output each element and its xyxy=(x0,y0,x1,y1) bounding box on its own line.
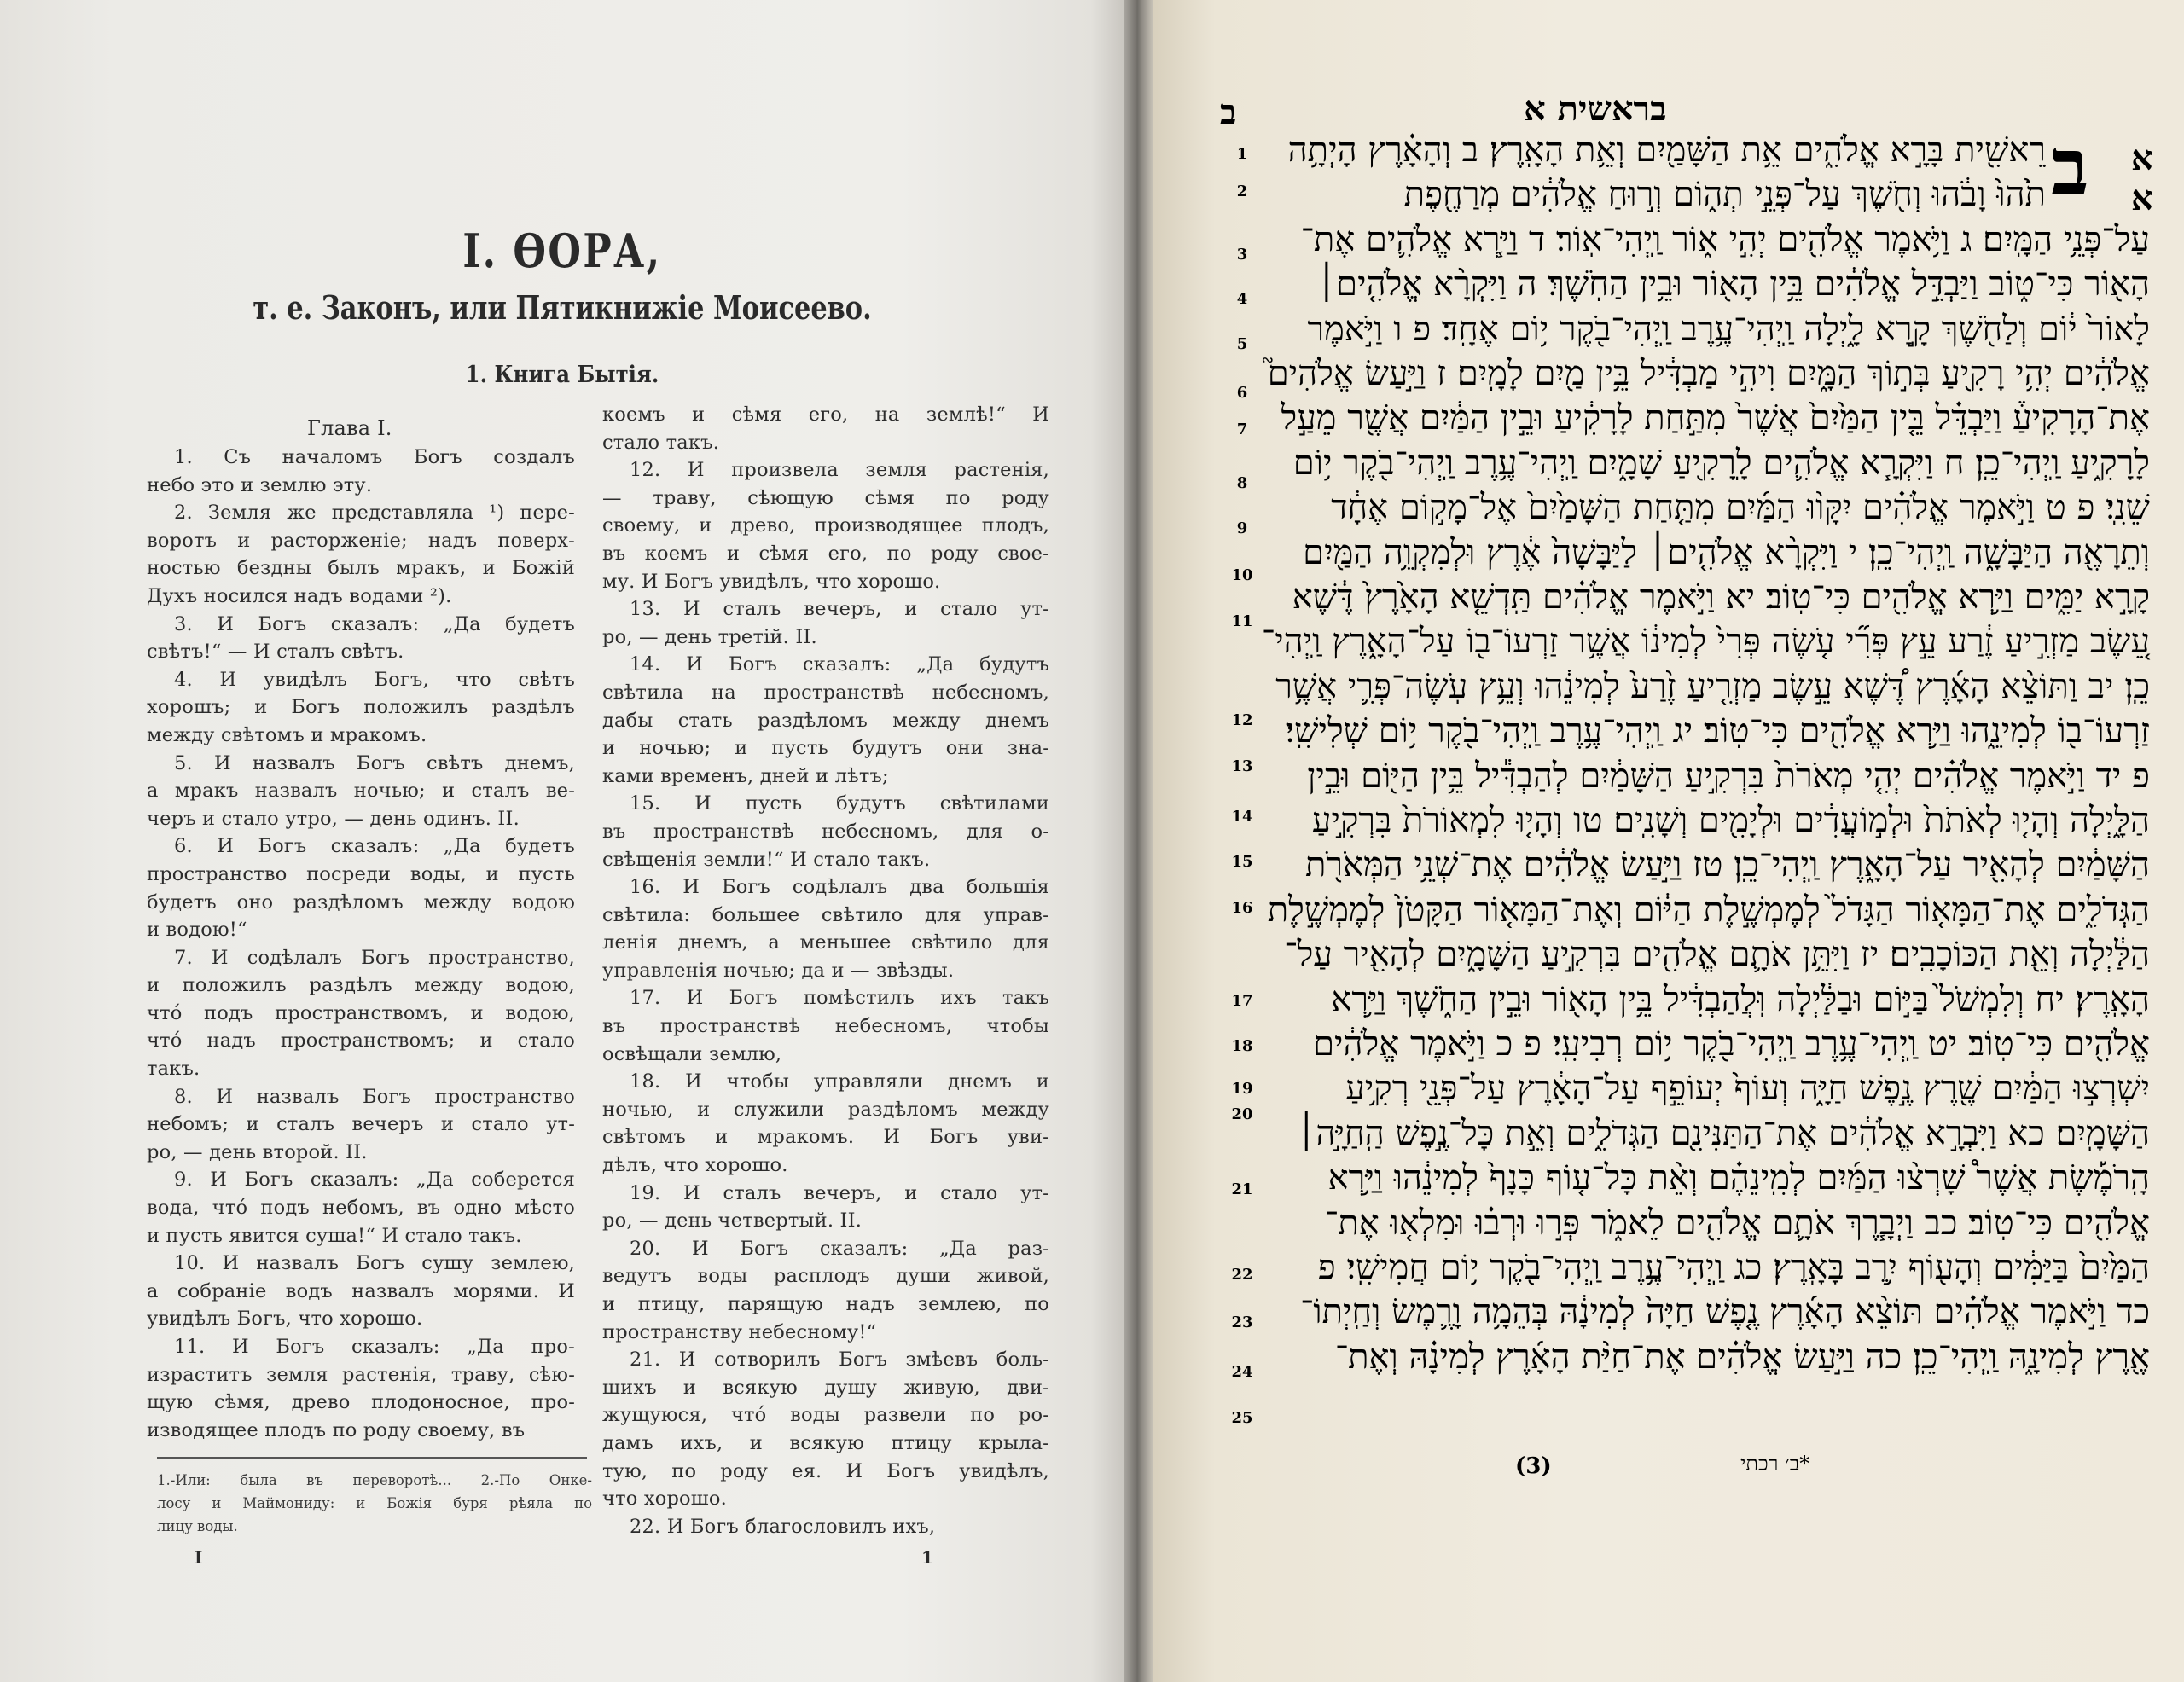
text-line: 18. И чтобы управляли днемъ и xyxy=(630,1070,1049,1093)
text-line: и водою!“ xyxy=(147,919,247,942)
hebrew-text-line: קָרָ֣א יַמִּ֑ים וַיַּ֥רְא אֱלֹהִ֖ים כִּי־טֽוֹב׃ יא וַיֹּ֣אמֶר אֱלֹהִ֗ים תַּֽדְשֵׁ֤א הָאָ֙רֶץ֙ דֶּ֔שֶׁא xyxy=(1292,577,2150,617)
verse-number: 4 xyxy=(1236,290,1248,308)
page-title: I. ѲОРА, xyxy=(462,223,662,278)
text-line: израститъ земля растенія, траву, сѣю- xyxy=(147,1363,575,1386)
text-line: щую сѣмя, древо плодоносное, про- xyxy=(147,1391,575,1414)
text-line: ночью, и служили раздѣломъ между xyxy=(602,1098,1049,1121)
text-line: а мракъ назвалъ ночью; и сталъ ве- xyxy=(147,780,575,803)
hebrew-text-line: הַשָּׁמַ֔יִם לְהָאִ֖יר עַל־הָאָ֑רֶץ וַֽיְהִי־כֵֽן׃ טז וַיַּ֣עַשׂ אֱלֹהִ֔ים אֶת־שְׁנֵ֥י הַמְּאֹרֹ֖ת xyxy=(1305,845,2150,885)
text-line: 17. И Богъ помѣстилъ ихъ такъ xyxy=(630,987,1049,1010)
text-line: воротъ и расторженіе; надъ поверх- xyxy=(147,529,575,552)
verse-number: 19 xyxy=(1231,1080,1253,1098)
verse-number: 11 xyxy=(1231,612,1253,630)
text-line: 12. И произвела земля растенія, xyxy=(630,459,1049,482)
text-line: вода, что́ подъ небомъ, въ одно мѣсто xyxy=(147,1197,575,1220)
hebrew-page-letter: ב xyxy=(1220,92,1237,132)
text-line: 7. И содѣлалъ Богъ пространство, xyxy=(174,946,575,969)
verse-number: 16 xyxy=(1231,899,1253,917)
text-line: жущуюся, что́ воды развели по ро- xyxy=(602,1404,1049,1427)
text-line: му. И Богъ увидѣлъ, что хорошо. xyxy=(602,570,941,593)
hebrew-text-line: לָאוֹר֙ י֔וֹם וְלַחֹ֖שֶׁךְ קָ֣רָא לָ֑יְלָה וַֽיְהִי־עֶ֥רֶב וַֽיְהִי־בֹ֖קֶר י֥וֹם אֶחָֽד׃ פ ו וַיֹּ֣אמֶר xyxy=(1307,309,2150,349)
hebrew-text-line: הַגְּדֹלִ֑ים אֶת־הַמָּא֤וֹר הַגָּדֹל֙ לְמֶמְשֶׁ֣לֶת הַיּ֔וֹם וְאֶת־הַמָּא֤וֹר הַקָּטֹן֙ לְמֶמְשֶׁ֣לֶת xyxy=(1267,890,2150,930)
text-line: изводящее плодъ по роду своему, въ xyxy=(147,1418,526,1441)
text-line: шихъ и всякую душу живую, дви- xyxy=(602,1376,1049,1399)
text-line: Духъ носился надъ водами ²). xyxy=(147,584,452,607)
text-line: такъ. xyxy=(147,1058,200,1081)
text-line: и птицу, парящую надъ землею, по xyxy=(602,1293,1049,1315)
verse-number: 18 xyxy=(1231,1037,1253,1055)
verse-number: 6 xyxy=(1236,384,1248,402)
text-line: въ коемъ и сѣмя его, по роду свое- xyxy=(602,542,1049,565)
text-line: пространству небесному!“ xyxy=(602,1320,877,1343)
hebrew-text-line: פ יד וַיֹּ֣אמֶר אֱלֹהִ֗ים יְהִ֤י מְאֹרֹת֙ בִּרְקִ֣יעַ הַשָּׁמַ֔יִם לְהַבְדִּ֕יל בֵּ֥ין הַיּ֖וֹם וּבֵ֣ין xyxy=(1307,756,2150,796)
text-line: свѣщенія земли!“ И стало такъ. xyxy=(602,848,931,871)
text-line: свѣтъ!“ — И сталъ свѣтъ. xyxy=(147,641,404,664)
verse-number: 25 xyxy=(1231,1409,1253,1427)
hebrew-text-line: לָרָקִ֑יעַ וַֽיְהִי־כֵֽן׃ ח וַיִּקְרָ֧א אֱלֹהִ֛ים לָֽרָקִ֖יעַ שָׁמָ֑יִם וַֽיְהִי־עֶ֥רֶב וַֽיְהִי־בֹ֖קֶר י֥וֹם xyxy=(1292,443,2150,483)
text-line: 20. И Богъ сказалъ: „Да раз- xyxy=(630,1237,1049,1260)
verse-number: 9 xyxy=(1236,519,1248,537)
page-subtitle: т. е. Законъ, или Пятикнижіе Моисеево. xyxy=(253,288,872,327)
hebrew-text-line: כֵֽן׃ יב וַתּוֹצֵ֨א הָאָ֜רֶץ דֶּ֠שֶׁא עֵ֣שֶׂב מַזְרִ֤יעַ זֶ֙רַע֙ לְמִינֵ֔הוּ וְעֵ֥ץ עֹֽשֶׂה־פְּרִ֛י אֲשֶׁ֥ר xyxy=(1275,666,2150,706)
text-line: въ пространствѣ небесномъ, чтобы xyxy=(602,1015,1049,1038)
text-line: что хорошо. xyxy=(602,1488,728,1511)
text-line: стало такъ. xyxy=(602,431,720,454)
text-line: свѣтила на пространствѣ небесномъ, xyxy=(602,681,1049,704)
text-line: 10. И назвалъ Богъ сушу землею, xyxy=(174,1252,575,1275)
verse-number: 10 xyxy=(1231,566,1253,584)
hebrew-text-line: הַלַּ֔יְלָה וְאֵ֖ת הַכּוֹכָבִֽים׃ יז וַיִּתֵּ֥ן אֹתָ֛ם אֱלֹהִ֖ים בִּרְקִ֣יעַ הַשָּׁמָ֑יִם לְהָאִ֖יר עַל־ xyxy=(1284,935,2150,975)
hebrew-text-line: אֶ֖רֶץ לְמִינָ֑הּ וַֽיְהִי־כֵֽן׃ כה וַיַּ֣עַשׂ אֱלֹהִ֗ים אֶת־חַיַּ֨ת הָאָ֜רֶץ לְמִינָ֗הּ וְאֶת־ xyxy=(1334,1337,2150,1377)
text-line: 9. И Богъ сказалъ: „Да соберется xyxy=(174,1169,575,1192)
text-line: 22. И Богъ благословилъ ихъ, xyxy=(630,1515,936,1538)
hebrew-signature: *ב׳ רכתי xyxy=(1740,1452,1810,1476)
hebrew-page-number: (3) xyxy=(1515,1453,1552,1479)
verse-number: 8 xyxy=(1236,474,1248,492)
footnote xyxy=(157,1469,592,1538)
hebrew-text-line: זַרְעוֹ־ב֖וֹ לְמִינֵ֑הוּ וַיַּ֥רְא אֱלֹהִ֖ים כִּי־טֽוֹב׃ יג וַֽיְהִי־עֶ֥רֶב וַֽיְהִי־בֹ֖קֶר י֥וֹם שְׁלִישִֽׁי׃ xyxy=(1285,711,2150,751)
hebrew-text-line: אֱלֹהִ֔ים יְהִ֥י רָקִ֖יעַ בְּת֣וֹךְ הַמָּ֑יִם וִיהִ֣י מַבְדִּ֔יל בֵּ֥ין מַ֖יִם לָמָֽיִם׃ ז וַיַּ֣עַשׂ אֱלֹהִים֮ xyxy=(1267,354,2150,393)
verse-number: 2 xyxy=(1236,183,1248,200)
text-line: 11. И Богъ сказалъ: „Да про- xyxy=(174,1336,575,1358)
verse-number: 24 xyxy=(1231,1363,1253,1381)
text-line: 6. И Богъ сказалъ: „Да будетъ xyxy=(174,835,575,858)
text-line: дѣлъ, что хорошо. xyxy=(602,1154,788,1177)
drop-cap: ב xyxy=(2051,121,2089,213)
verse-number: 23 xyxy=(1231,1314,1253,1331)
text-line: свѣтила: большее свѣтило для управ- xyxy=(602,903,1049,926)
text-line: хорошъ; и Богъ положилъ раздѣлъ xyxy=(147,696,575,719)
text-column-1 xyxy=(147,413,575,1444)
text-line: 19. И сталъ вечеръ, и стало ут- xyxy=(630,1181,1049,1204)
text-line: 8. И назвалъ Богъ пространство xyxy=(174,1085,575,1108)
book-title: 1. Книга Бытія. xyxy=(465,362,659,388)
verse-number: 13 xyxy=(1231,757,1253,775)
text-line: своему, и древо, производящее плодъ, xyxy=(602,514,1049,537)
text-line: будетъ оно раздѣломъ между водою xyxy=(147,890,575,914)
hebrew-running-title: בראשית א xyxy=(1524,89,1667,129)
hebrew-text-line: שֵׁנִֽי׃ פ ט וַיֹּ֣אמֶר אֱלֹהִ֗ים יִקָּו֨וּ הַמַּ֜יִם מִתַּ֤חַת הַשָּׁמַ֙יִם֙ אֶל־מָק֣וֹם אֶחָ֔ד xyxy=(1331,488,2150,528)
verse-number: 17 xyxy=(1231,992,1253,1010)
text-line: что́ надъ пространствомъ; и стало xyxy=(147,1030,575,1053)
book-gutter xyxy=(1124,0,1153,1682)
text-line: тую, по роду ея. И Богъ увидѣлъ, xyxy=(602,1459,1049,1482)
hebrew-text-line: כד וַיֹּ֣אמֶר אֱלֹהִ֗ים תּוֹצֵ֨א הָאָ֜רֶץ נֶ֤פֶשׁ חַיָּה֙ לְמִינָ֔הּ בְּהֵמָ֥ה וָרֶ֛מֶשׂ וְחַֽיְתוֹ־ xyxy=(1300,1292,2150,1332)
hebrew-text-line: הַשָּׁמָֽיִם׃ כא וַיִּבְרָ֣א אֱלֹהִ֔ים אֶת־הַתַּנִּינִ֖ם הַגְּדֹלִ֑ים וְאֵ֣ת כָּל־נֶ֣פֶשׁ הַֽחַיָּ֣ה׀ xyxy=(1297,1113,2150,1153)
text-line: въ пространствѣ небесномъ, для о- xyxy=(602,820,1049,843)
chapter-marker: א א xyxy=(2131,138,2153,218)
text-line: ками временъ, дней и лѣтъ; xyxy=(602,764,889,787)
text-line: 13. И сталъ вечеръ, и стало ут- xyxy=(630,598,1049,621)
verse-number: 1 xyxy=(1236,145,1248,163)
text-line: 16. И Богъ содѣлалъ два большія xyxy=(630,876,1049,899)
text-line: свѣтомъ и мракомъ. И Богъ уви- xyxy=(602,1126,1049,1149)
text-line: черъ и стало утро, — день одинъ. II. xyxy=(147,807,520,830)
text-line: небомъ; и сталъ вечеръ и стало ут- xyxy=(147,1113,575,1136)
text-line: небо это и землю эту. xyxy=(147,473,373,496)
text-line: увидѣлъ Богъ, что хорошо. xyxy=(147,1308,423,1331)
text-line: а собраніе водъ назвалъ морями. И xyxy=(147,1279,575,1302)
text-line: ро, — день третій. II. xyxy=(602,625,817,648)
footnote-line: 1.-Или: была въ переворотѣ... 2.-По Онке- xyxy=(157,1472,592,1488)
text-line: 2. Земля же представляла ¹) пере- xyxy=(174,502,575,525)
footnote-divider xyxy=(157,1457,587,1459)
text-line: 3. И Богъ сказалъ: „Да будетъ xyxy=(174,612,575,635)
text-line: дабы стать раздѣломъ между днемъ xyxy=(602,709,1049,732)
hebrew-text-line: יִשְׁרְצ֣וּ הַמַּ֔יִם שֶׁ֖רֶץ נֶ֣פֶשׁ חַיָּ֑ה וְעוֹף֙ יְעוֹפֵ֣ף עַל־הָאָ֔רֶץ עַל־פְּנֵ֖י רְקִ֥יעַ xyxy=(1345,1069,2150,1109)
text-line: дамъ ихъ, и всякую птицу крыла- xyxy=(602,1431,1049,1454)
verse-number: 14 xyxy=(1231,808,1253,826)
hebrew-text-line: הַמַּ֙יִם֙ בַּיַּמִּ֔ים וְהָע֖וֹף יִ֥רֶב בָּאָֽרֶץ׃ כג וַֽיְהִי־עֶ֥רֶב וַֽיְהִי־בֹ֖קֶר י֥וֹם חֲמִישִֽׁי׃ פ xyxy=(1317,1248,2150,1287)
page-number: 1 xyxy=(921,1547,933,1568)
text-line: пространство посреди воды, и пусть xyxy=(147,862,575,885)
text-line: управленія ночью; да и — звѣзды. xyxy=(602,959,955,982)
text-line: — траву, сѣющую сѣмя по роду xyxy=(602,486,1049,509)
hebrew-text-line: עֵ֚שֶׂב מַזְרִ֣יעַ זֶ֔רַע עֵ֣ץ פְּרִ֞י עֹ֤שֶׂה פְּרִי֙ לְמִינ֔וֹ אֲשֶׁ֥ר זַרְעוֹ־ב֖וֹ עַל־הָאָ֑רֶץ וַֽיְהִי־ xyxy=(1261,622,2150,662)
verse-number: 20 xyxy=(1231,1105,1253,1123)
footnote-line: лосу и Маймониду: и Божія буря рѣяла по xyxy=(157,1495,592,1511)
hebrew-text-line: וְתֵרָאֶ֖ה הַיַּבָּשָׁ֑ה וַֽיְהִי־כֵֽן׃ י וַיִּקְרָ֨א אֱלֹהִ֤ים׀ לַיַּבָּשָׁה֙ אֶ֔רֶץ וּלְמִקְוֵ֥ה הַמַּ֖יִם xyxy=(1303,532,2150,572)
signature-mark: I xyxy=(195,1547,203,1568)
verse-number: 15 xyxy=(1231,853,1253,871)
verse-number: 12 xyxy=(1231,711,1253,729)
text-line: ро, — день четвертый. II. xyxy=(602,1209,863,1232)
text-line: ностью бездны былъ мракъ, и Божій xyxy=(147,557,575,580)
hebrew-text-line: רֵאשִׁ֖ית בָּרָ֣א אֱלֹהִ֑ים אֵ֥ת הַשָּׁמַ֖יִם וְאֵ֥ת הָאָֽרֶץ׃ ב וְהָאָ֗רֶץ הָיְתָ֥ה xyxy=(1287,130,2046,170)
text-line: ведутъ воды расплодъ души живой, xyxy=(602,1265,1049,1288)
footnote-line: лицу воды. xyxy=(157,1518,238,1534)
text-line: 1. Съ началомъ Богъ создалъ xyxy=(174,446,575,468)
verse-number: 21 xyxy=(1231,1180,1253,1198)
hebrew-text-line: הָאָֽרֶץ׃ יח וְלִמְשֹׁל֙ בַּיּ֣וֹם וּבַלַּ֔יְלָה וּֽלֲהַבְדִּ֔יל בֵּ֥ין הָא֖וֹר וּבֵ֣ין הַחֹ֑שֶׁךְ וַיַּ֥רְא xyxy=(1331,979,2150,1019)
text-line: 15. И пусть будутъ свѣтилами xyxy=(630,792,1049,815)
hebrew-text-line: אֶת־הָרָקִיעַ֒ וַיַּבְדֵּ֗ל בֵּ֤ין הַמַּ֙יִם֙ אֲשֶׁר֙ מִתַּ֣חַת לָרָקִ֔יעַ וּבֵ֣ין הַמַּ֔יִם אֲשֶׁ֖ר מֵעַ֣ל xyxy=(1281,398,2150,438)
verse-number: 7 xyxy=(1236,420,1248,438)
hebrew-text-line: תֹ֙הוּ֙ וָבֹ֔הוּ וְחֹ֖שֶׁךְ עַל־פְּנֵ֣י תְה֑וֹם וְר֣וּחַ אֱלֹהִ֔ים מְרַחֶ֖פֶת xyxy=(1403,175,2046,215)
hebrew-text-line: הָֽרֹמֶ֡שֶׂת אֲשֶׁר֩ שָׁרְצ֨וּ הַמַּ֜יִם לְמִֽינֵהֶ֗ם וְאֵ֨ת כָּל־ע֤וֹף כָּנָף֙ לְמִינֵ֔הוּ וַיַּ֥רְא xyxy=(1327,1158,2150,1198)
text-column-2 xyxy=(602,401,1049,1540)
text-line: и положилъ раздѣлъ между водою, xyxy=(147,974,575,997)
verse-number: 5 xyxy=(1236,335,1248,353)
hebrew-text-line: הָא֖וֹר כִּי־ט֑וֹב וַיַּבְדֵּ֣ל אֱלֹהִ֔ים בֵּ֥ין הָא֖וֹר וּבֵ֥ין הַחֹֽשֶׁךְ׃ ה וַיִּקְרָ֨א אֱלֹהִ֤ים׀ xyxy=(1316,264,2150,304)
text-line: и ночью; и пусть будутъ они зна- xyxy=(602,737,1049,760)
text-line: ро, — день второй. II. xyxy=(147,1140,368,1163)
text-line: 4. И увидѣлъ Богъ, что свѣтъ xyxy=(174,668,575,691)
hebrew-text-line: אֱלֹהִ֖ים כִּי־טֽוֹב׃ כב וַיְבָ֧רֶךְ אֹתָ֛ם אֱלֹהִ֖ים לֵאמֹ֑ר פְּר֣וּ וּרְב֗וּ וּמִלְא֤וּ אֶת־ xyxy=(1325,1203,2150,1243)
verse-number: 3 xyxy=(1236,246,1248,264)
text-line: между свѣтомъ и мракомъ. xyxy=(147,723,427,746)
text-line: 21. И сотворилъ Богъ змѣевъ боль- xyxy=(630,1348,1049,1372)
hebrew-text-line: אֱלֹהִ֖ים כִּי־טֽוֹב׃ יט וַֽיְהִי־עֶ֥רֶב וַֽיְהִי־בֹ֖קֶר י֥וֹם רְבִיעִֽי׃ פ כ וַיֹּ֣אמֶר אֱלֹהִ֔ים xyxy=(1313,1024,2150,1064)
hebrew-text-line: עַל־פְּנֵ֥י הַמָּֽיִם׃ ג וַיֹּ֥אמֶר אֱלֹהִ֖ים יְהִ֣י א֑וֹר וַֽיְהִי־אֽוֹר׃ ד וַיַּ֧רְא אֱלֹהִ֛ים אֶת־ xyxy=(1300,219,2150,259)
chapter-heading: Глава I. xyxy=(307,416,392,440)
text-line: 5. И назвалъ Богъ свѣтъ днемъ, xyxy=(174,751,575,774)
text-line: что́ подъ пространствомъ, и водою, xyxy=(147,1001,575,1024)
verse-number: 22 xyxy=(1231,1266,1253,1284)
text-line: ленія днемъ, а меньшее свѣтило для xyxy=(602,931,1049,954)
text-line: и пусть явится суша!“ И стало такъ. xyxy=(147,1224,522,1247)
text-line: освѣщали землю, xyxy=(602,1042,782,1065)
hebrew-text-line: הַלָּ֑יְלָה וְהָי֤וּ לְאֹתֹת֙ וּלְמ֣וֹעֲדִ֔ים וּלְיָמִ֖ים וְשָׁנִֽים׃ טו וְהָי֤וּ לִמְאוֹרֹת֙ בִּרְקִ֣יעַ xyxy=(1311,801,2150,840)
text-line: 14. И Богъ сказалъ: „Да будутъ xyxy=(630,653,1049,676)
text-line: коемъ и сѣмя его, на землѣ!“ И xyxy=(602,403,1049,426)
